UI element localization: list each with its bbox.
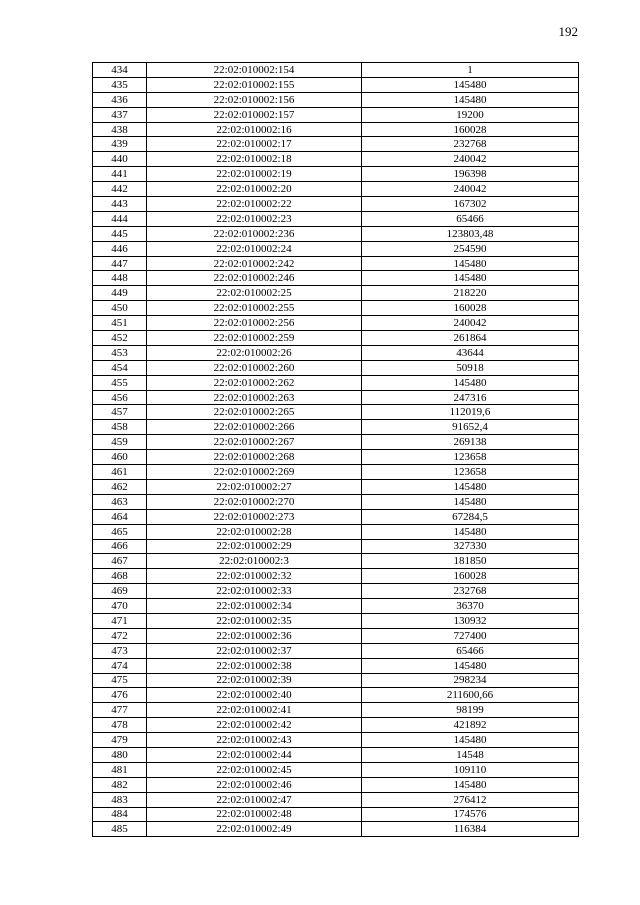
- cadastral-number-cell: 22:02:010002:3: [147, 554, 362, 569]
- value-cell: 145480: [362, 494, 579, 509]
- table-row: [93, 211, 579, 226]
- row-number-cell: 446: [93, 241, 147, 256]
- value-cell: 65466: [362, 211, 579, 226]
- row-number-cell: 469: [93, 584, 147, 599]
- table-row: [93, 465, 579, 480]
- row-number-cell: 448: [93, 271, 147, 286]
- value-cell: 160028: [362, 122, 579, 137]
- row-number-cell: 462: [93, 479, 147, 494]
- cadastral-number-cell: 22:02:010002:25: [147, 286, 362, 301]
- cadastral-number-cell: 22:02:010002:36: [147, 628, 362, 643]
- value-cell: 1: [362, 63, 579, 78]
- cadastral-number-cell: 22:02:010002:35: [147, 613, 362, 628]
- table-row: [93, 197, 579, 212]
- value-cell: 269138: [362, 435, 579, 450]
- value-cell: 50918: [362, 360, 579, 375]
- row-number-cell: 461: [93, 465, 147, 480]
- cadastral-number-cell: 22:02:010002:44: [147, 747, 362, 762]
- cadastral-number-cell: 22:02:010002:34: [147, 599, 362, 614]
- cadastral-number-cell: 22:02:010002:267: [147, 435, 362, 450]
- cadastral-number-cell: 22:02:010002:45: [147, 762, 362, 777]
- row-number-cell: 460: [93, 450, 147, 465]
- value-cell: 232768: [362, 584, 579, 599]
- cadastral-number-cell: 22:02:010002:26: [147, 345, 362, 360]
- table-row: [93, 405, 579, 420]
- cadastral-number-cell: 22:02:010002:16: [147, 122, 362, 137]
- cadastral-number-cell: 22:02:010002:157: [147, 107, 362, 122]
- table-row: [93, 286, 579, 301]
- value-cell: 14548: [362, 747, 579, 762]
- row-number-cell: 444: [93, 211, 147, 226]
- value-cell: 240042: [362, 316, 579, 331]
- cadastral-number-cell: 22:02:010002:255: [147, 301, 362, 316]
- row-number-cell: 438: [93, 122, 147, 137]
- row-number-cell: 441: [93, 167, 147, 182]
- cadastral-number-cell: 22:02:010002:46: [147, 777, 362, 792]
- cadastral-number-cell: 22:02:010002:268: [147, 450, 362, 465]
- table-row: [93, 554, 579, 569]
- row-number-cell: 450: [93, 301, 147, 316]
- cadastral-number-cell: 22:02:010002:263: [147, 390, 362, 405]
- table-row: [93, 673, 579, 688]
- table-row: [93, 241, 579, 256]
- row-number-cell: 482: [93, 777, 147, 792]
- table-row: [93, 77, 579, 92]
- table-row: [93, 375, 579, 390]
- cadastral-number-cell: 22:02:010002:270: [147, 494, 362, 509]
- row-number-cell: 472: [93, 628, 147, 643]
- table-row: [93, 63, 579, 78]
- table-row: [93, 524, 579, 539]
- table-row: [93, 628, 579, 643]
- table-row: [93, 167, 579, 182]
- value-cell: 123803,48: [362, 226, 579, 241]
- table-row: [93, 792, 579, 807]
- cadastral-number-cell: 22:02:010002:17: [147, 137, 362, 152]
- value-cell: 261864: [362, 331, 579, 346]
- cadastral-number-cell: 22:02:010002:273: [147, 509, 362, 524]
- cadastral-number-cell: 22:02:010002:33: [147, 584, 362, 599]
- row-number-cell: 452: [93, 331, 147, 346]
- table-row: [93, 509, 579, 524]
- value-cell: 240042: [362, 152, 579, 167]
- table-row: [93, 777, 579, 792]
- table-row: [93, 569, 579, 584]
- row-number-cell: 455: [93, 375, 147, 390]
- cadastral-number-cell: 22:02:010002:259: [147, 331, 362, 346]
- value-cell: 145480: [362, 92, 579, 107]
- row-number-cell: 480: [93, 747, 147, 762]
- cadastral-number-cell: 22:02:010002:42: [147, 718, 362, 733]
- row-number-cell: 453: [93, 345, 147, 360]
- table-row: [93, 688, 579, 703]
- value-cell: 145480: [362, 375, 579, 390]
- row-number-cell: 483: [93, 792, 147, 807]
- value-cell: 327330: [362, 539, 579, 554]
- table-row: [93, 107, 579, 122]
- cadastral-number-cell: 22:02:010002:29: [147, 539, 362, 554]
- value-cell: 160028: [362, 569, 579, 584]
- row-number-cell: 468: [93, 569, 147, 584]
- cadastral-number-cell: 22:02:010002:47: [147, 792, 362, 807]
- table-row: [93, 226, 579, 241]
- row-number-cell: 439: [93, 137, 147, 152]
- cadastral-number-cell: 22:02:010002:19: [147, 167, 362, 182]
- value-cell: 43644: [362, 345, 579, 360]
- row-number-cell: 436: [93, 92, 147, 107]
- row-number-cell: 443: [93, 197, 147, 212]
- cadastral-number-cell: 22:02:010002:43: [147, 733, 362, 748]
- row-number-cell: 478: [93, 718, 147, 733]
- value-cell: 112019,6: [362, 405, 579, 420]
- row-number-cell: 459: [93, 435, 147, 450]
- cadastral-number-cell: 22:02:010002:20: [147, 182, 362, 197]
- cadastral-number-cell: 22:02:010002:269: [147, 465, 362, 480]
- value-cell: 67284,5: [362, 509, 579, 524]
- table-row: [93, 494, 579, 509]
- value-cell: 145480: [362, 256, 579, 271]
- row-number-cell: 467: [93, 554, 147, 569]
- table-row: [93, 703, 579, 718]
- cadastral-number-cell: 22:02:010002:266: [147, 420, 362, 435]
- row-number-cell: 481: [93, 762, 147, 777]
- table-row: [93, 271, 579, 286]
- cadastral-number-cell: 22:02:010002:22: [147, 197, 362, 212]
- row-number-cell: 434: [93, 63, 147, 78]
- value-cell: 145480: [362, 77, 579, 92]
- cadastral-number-cell: 22:02:010002:156: [147, 92, 362, 107]
- row-number-cell: 464: [93, 509, 147, 524]
- value-cell: 254590: [362, 241, 579, 256]
- table-row: [93, 92, 579, 107]
- row-number-cell: 456: [93, 390, 147, 405]
- value-cell: 240042: [362, 182, 579, 197]
- value-cell: 232768: [362, 137, 579, 152]
- value-cell: 109110: [362, 762, 579, 777]
- cadastral-number-cell: 22:02:010002:236: [147, 226, 362, 241]
- cadastral-number-cell: 22:02:010002:28: [147, 524, 362, 539]
- row-number-cell: 451: [93, 316, 147, 331]
- value-cell: 65466: [362, 643, 579, 658]
- table-row: [93, 316, 579, 331]
- cadastral-number-cell: 22:02:010002:246: [147, 271, 362, 286]
- value-cell: 174576: [362, 807, 579, 822]
- value-cell: 247316: [362, 390, 579, 405]
- value-cell: 123658: [362, 450, 579, 465]
- cadastral-number-cell: 22:02:010002:39: [147, 673, 362, 688]
- table-row: [93, 390, 579, 405]
- cadastral-number-cell: 22:02:010002:265: [147, 405, 362, 420]
- value-cell: 145480: [362, 524, 579, 539]
- cadastral-number-cell: 22:02:010002:27: [147, 479, 362, 494]
- row-number-cell: 442: [93, 182, 147, 197]
- value-cell: 167302: [362, 197, 579, 212]
- cadastral-number-cell: 22:02:010002:32: [147, 569, 362, 584]
- value-cell: 160028: [362, 301, 579, 316]
- value-cell: 145480: [362, 733, 579, 748]
- table-row: [93, 807, 579, 822]
- row-number-cell: 466: [93, 539, 147, 554]
- value-cell: 19200: [362, 107, 579, 122]
- cadastral-number-cell: 22:02:010002:262: [147, 375, 362, 390]
- table-row: [93, 360, 579, 375]
- table-row: [93, 643, 579, 658]
- table-row: [93, 747, 579, 762]
- value-cell: 116384: [362, 822, 579, 837]
- cadastral-number-cell: 22:02:010002:38: [147, 658, 362, 673]
- value-cell: 36370: [362, 599, 579, 614]
- row-number-cell: 476: [93, 688, 147, 703]
- cadastral-table: [92, 62, 579, 837]
- value-cell: 98199: [362, 703, 579, 718]
- row-number-cell: 473: [93, 643, 147, 658]
- value-cell: 196398: [362, 167, 579, 182]
- table-row: [93, 539, 579, 554]
- cadastral-number-cell: 22:02:010002:256: [147, 316, 362, 331]
- row-number-cell: 465: [93, 524, 147, 539]
- cadastral-number-cell: 22:02:010002:242: [147, 256, 362, 271]
- table-row: [93, 435, 579, 450]
- row-number-cell: 471: [93, 613, 147, 628]
- row-number-cell: 447: [93, 256, 147, 271]
- row-number-cell: 437: [93, 107, 147, 122]
- value-cell: 727400: [362, 628, 579, 643]
- row-number-cell: 440: [93, 152, 147, 167]
- table-row: [93, 479, 579, 494]
- cadastral-number-cell: 22:02:010002:154: [147, 63, 362, 78]
- row-number-cell: 474: [93, 658, 147, 673]
- page-number: 192: [558, 24, 578, 39]
- row-number-cell: 477: [93, 703, 147, 718]
- table-row: [93, 613, 579, 628]
- table-row: [93, 718, 579, 733]
- cadastral-number-cell: 22:02:010002:48: [147, 807, 362, 822]
- cadastral-number-cell: 22:02:010002:260: [147, 360, 362, 375]
- table-row: [93, 331, 579, 346]
- row-number-cell: 485: [93, 822, 147, 837]
- cadastral-number-cell: 22:02:010002:23: [147, 211, 362, 226]
- cadastral-number-cell: 22:02:010002:40: [147, 688, 362, 703]
- value-cell: 130932: [362, 613, 579, 628]
- row-number-cell: 435: [93, 77, 147, 92]
- row-number-cell: 484: [93, 807, 147, 822]
- table-row: [93, 301, 579, 316]
- cadastral-number-cell: 22:02:010002:37: [147, 643, 362, 658]
- row-number-cell: 454: [93, 360, 147, 375]
- row-number-cell: 475: [93, 673, 147, 688]
- table-row: [93, 256, 579, 271]
- table-row: [93, 182, 579, 197]
- table-row: [93, 137, 579, 152]
- value-cell: 123658: [362, 465, 579, 480]
- row-number-cell: 457: [93, 405, 147, 420]
- value-cell: 91652,4: [362, 420, 579, 435]
- cadastral-number-cell: 22:02:010002:24: [147, 241, 362, 256]
- row-number-cell: 458: [93, 420, 147, 435]
- value-cell: 276412: [362, 792, 579, 807]
- table-row: [93, 658, 579, 673]
- table-row: [93, 450, 579, 465]
- row-number-cell: 479: [93, 733, 147, 748]
- value-cell: 218220: [362, 286, 579, 301]
- table-row: [93, 345, 579, 360]
- row-number-cell: 470: [93, 599, 147, 614]
- value-cell: 145480: [362, 777, 579, 792]
- row-number-cell: 445: [93, 226, 147, 241]
- cadastral-number-cell: 22:02:010002:49: [147, 822, 362, 837]
- table-body: [93, 63, 579, 837]
- table-row: [93, 152, 579, 167]
- value-cell: 145480: [362, 479, 579, 494]
- value-cell: 211600,66: [362, 688, 579, 703]
- row-number-cell: 463: [93, 494, 147, 509]
- table-row: [93, 584, 579, 599]
- table-row: [93, 599, 579, 614]
- value-cell: 145480: [362, 658, 579, 673]
- cadastral-number-cell: 22:02:010002:18: [147, 152, 362, 167]
- table-row: [93, 122, 579, 137]
- cadastral-number-cell: 22:02:010002:41: [147, 703, 362, 718]
- table-row: [93, 420, 579, 435]
- value-cell: 298234: [362, 673, 579, 688]
- value-cell: 421892: [362, 718, 579, 733]
- table-row: [93, 733, 579, 748]
- table-row: [93, 762, 579, 777]
- value-cell: 181850: [362, 554, 579, 569]
- table-row: [93, 822, 579, 837]
- row-number-cell: 449: [93, 286, 147, 301]
- cadastral-number-cell: 22:02:010002:155: [147, 77, 362, 92]
- value-cell: 145480: [362, 271, 579, 286]
